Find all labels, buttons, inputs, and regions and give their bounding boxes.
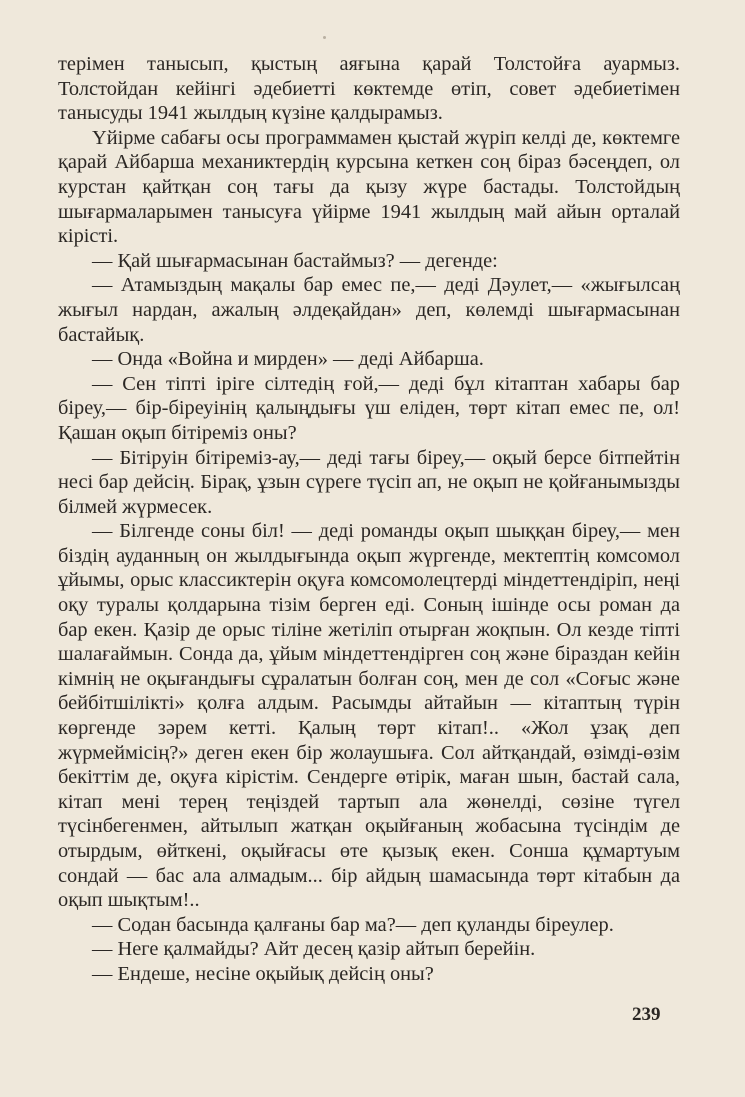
paragraph-11: — Ендеше, несіне оқыйық дейсің оны? [92,962,434,985]
paragraph-6: — Сен тіпті іріге сілтедің ғой,— деді бұл кітаптан хабары бар біреу,— бір-біреуінің қалыңдығы үш еліден, төрт кітап емес пе, ол! Қашан оқып бітіреміз оны? [58,372,680,444]
paragraph-9: — Содан басында қалғаны бар ма?— деп қуланды біреулер. [92,913,614,936]
paragraph-5: — Онда «Война и мирден» — деді Айбарша. [92,348,484,371]
body-text [58,52,680,987]
paragraph-4: — Атамыздың мақалы бар емес пе,— деді Дәулет,— «жығылсаң жығыл нардан, ажалың әлдеқайдан» деп, көлемді шығармасынан бастайық. [58,274,680,346]
paragraph-7: — Бітіруін бітіреміз-ау,— деді тағы біреу,— оқый берсе бітпейтін несі бар дейсің. Бірақ, ұзын сүреге түсіп ап, не оқып не қойғанымызды білмей жүрмесек. [58,446,680,518]
paper-speck [323,36,326,39]
paragraph-10: — Неге қалмайды? Айт десең қазір айтып берейін. [92,938,536,961]
page-number: 239 [632,1004,661,1025]
paragraph-3: — Қай шығармасынан бастаймыз? — дегенде: [92,249,498,272]
paragraph-2: Үйірме сабағы осы программамен қыстай жүріп келді де, көктемге қарай Айбарша механиктердің курсына кеткен соң біраз бәсеңдеп, ол курстан қайтқан соң тағы да қызу жүре бастады. Толстойдың шығармаларымен танысуға үйірме 1941 жылдың май айын орталай кірісті. [58,126,680,248]
paragraph-1: терімен танысып, қыстың аяғына қарай Толстойға ауармыз. Толстойдан кейінгі әдебиетті көктемде өтіп, совет әдебиетімен танысуды 1941 жылдың күзіне қалдырамыз. [58,53,680,125]
paragraph-8: — Білгенде соны біл! — деді романды оқып шыққан біреу,— мен біздің ауданның он жылдығында оқып жүргенде, мектептің комсомол ұйымы, орыс классиктерін оқуға комсомолецтерді міндеттендіріп, неңі оқу туралы қолдарына тізім берген еді. Соның ішінде осы роман да бар екен. Қазір де орыс тіліне жетіліп отырған жоқпын. Ол кезде тіпті шалағаймын. Сонда да, ұйым міндеттендірген соң және біраздан кейін кімнің не оқығандығы сұралатын болған соң, мен де сол «Соғыс және бейбітшілікті» қолға алдым. Расымды айтайын — кітаптың түрін көргенде зәрем кетті. Қалың төрт кітап!.. «Жол ұзақ деп жүрмеймісің?» деген екен бір жолаушыға. Сол айтқандай, өзімді-өзім бекіттім де, оқуға кірістім. Сендерге өтірік, маған шын, бастай сала, кітап мені терең теңіздей тартып ала жөнелді, сөзіне түгел түсінбегенмен, айтылып жатқан оқыйғаның жобасына түсіндім де отырдым, өйткені, оқыйғасы өте қызық екен. Сонша құмартуым сондай — бас ала алмадым... бір айдың шамасында төрт кітабын да оқып шықтым!.. [58,520,680,912]
